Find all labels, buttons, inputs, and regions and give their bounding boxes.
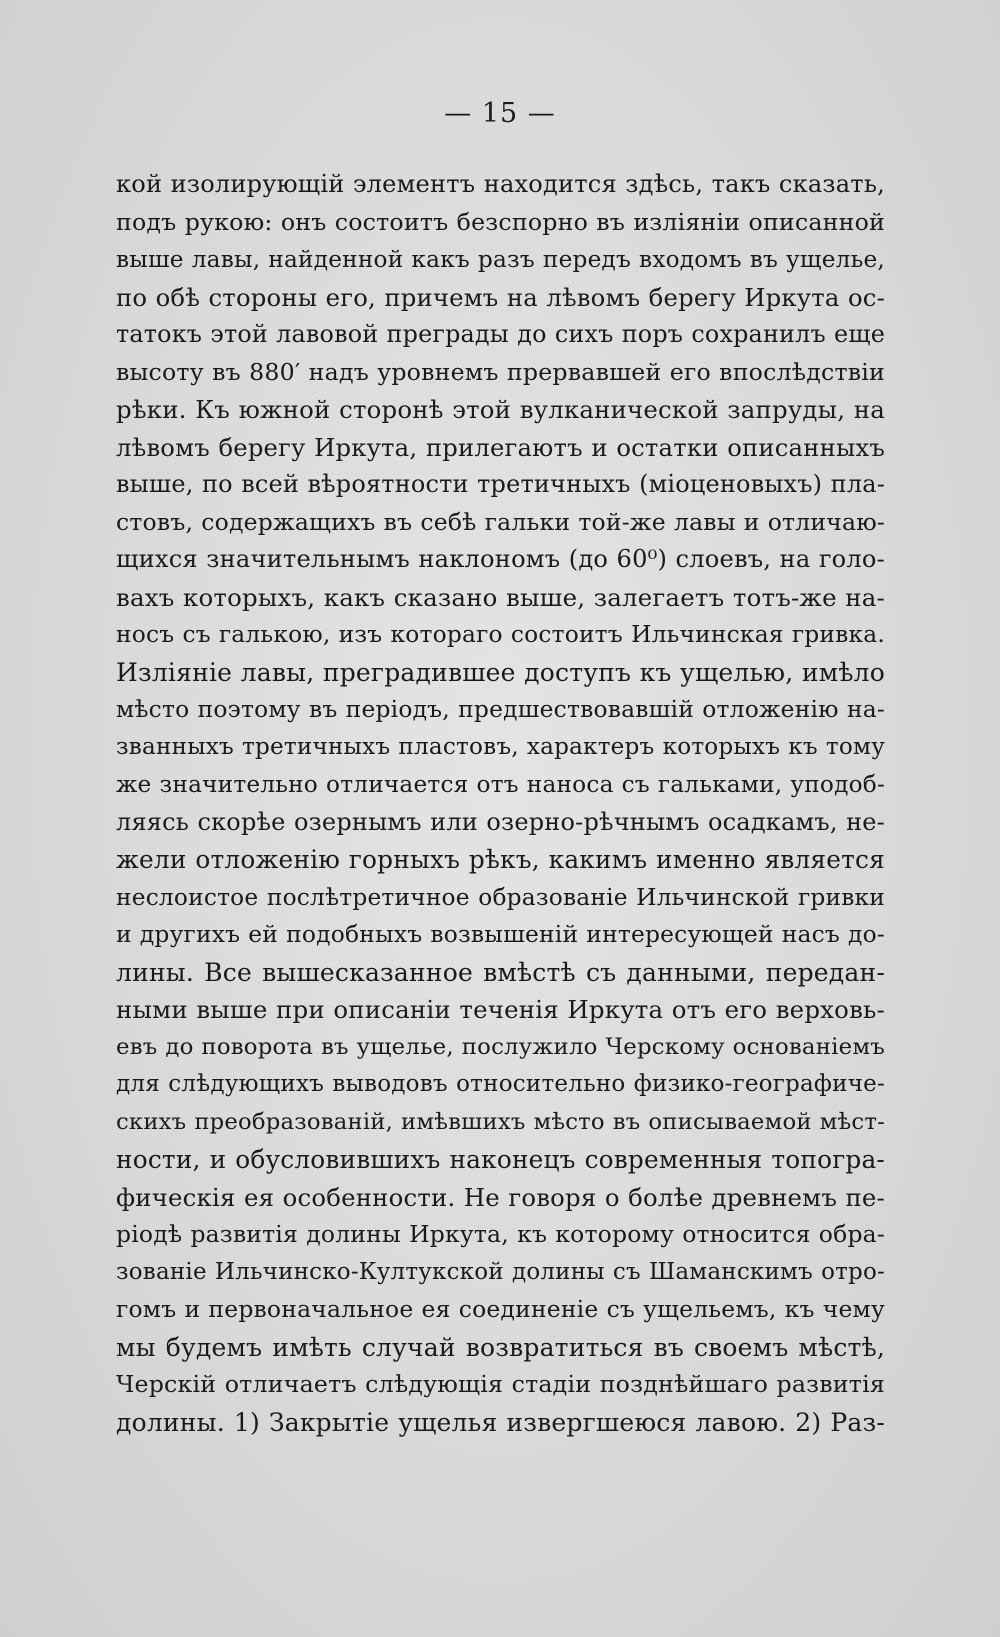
text-line: кой изолирующій элементъ находится здѣсь, такъ сказать, — [116, 170, 885, 198]
text-line: же значительно отличается отъ наноса съ гальками, уподоб- — [116, 771, 885, 798]
text-line: скихъ преобразованій, имѣвшихъ мѣсто въ описываемой мѣст- — [116, 1108, 885, 1135]
text-line: долины. 1) Закрытіе ущелья извергшеюся лавою. 2) Раз- — [116, 1407, 885, 1437]
text-line: гомъ и первоначальное ея соединеніе съ ущельемъ, къ чему — [116, 1295, 885, 1323]
text-line: жели отложенію горныхъ рѣкъ, какимъ именно является — [116, 845, 885, 874]
text-line: Изліяніе лавы, преградившее доступъ къ ущелью, имѣло — [116, 657, 885, 687]
text-line: высоту въ 880′ надъ уровнемъ прервавшей его впослѣдствіи — [116, 357, 885, 386]
text-line: ляясь скорѣе озернымъ или озерно-рѣчнымъ осадкамъ, не- — [116, 807, 885, 836]
text-line: лины. Все вышесказанное вмѣстѣ съ данными, передан- — [116, 957, 885, 987]
text-line: выше, по всей вѣроятности третичныхъ (міоценовыхъ) пла- — [116, 470, 885, 498]
text-line: рѣки. Къ южной сторонѣ этой вулканической запруды, на — [116, 395, 885, 424]
page-number: — 15 — — [444, 98, 556, 129]
text-line: выше лавы, найденной какъ разъ передъ входомъ въ ущелье, — [116, 246, 885, 273]
text-line: носъ съ галькою, изъ котораго состоитъ Ильчинская гривка. — [116, 620, 885, 648]
body-text — [116, 166, 885, 1441]
text-line: щихся значительнымъ наклономъ (до 60⁰) слоевъ, на голо- — [116, 545, 885, 573]
text-line: вахъ которыхъ, какъ сказано выше, залегаетъ тотъ-же на- — [116, 582, 885, 612]
text-line: по обѣ стороны его, причемъ на лѣвомъ берегу Иркута ос- — [116, 282, 885, 312]
text-line: лѣвомъ берегу Иркута, прилегаютъ и остатки описанныхъ — [116, 432, 885, 462]
text-line: ности, и обусловившихъ наконецъ современныя топогра- — [116, 1145, 885, 1174]
text-line: евъ до поворота въ ущелье, послужило Черскому основаніемъ — [116, 1033, 885, 1060]
text-line: мы будемъ имѣть случай возвратиться въ своемъ мѣстѣ, — [116, 1332, 885, 1362]
text-line: ными выше при описаніи теченія Иркута отъ его верховь- — [116, 995, 885, 1024]
text-line: мѣсто поэтому въ періодъ, предшествовавшій отложенію на- — [116, 695, 885, 723]
text-line: Черскій отличаетъ слѣдующія стадіи позднѣйшаго развитія — [116, 1370, 885, 1398]
text-line: фическія ея особенности. Не говоря о болѣе древнемъ пе- — [116, 1182, 885, 1212]
text-line: татокъ этой лавовой преграды до сихъ поръ сохранилъ еще — [116, 320, 885, 348]
text-line: и другихъ ей подобныхъ возвышеній интересующей насъ до- — [116, 920, 885, 948]
text-line: званныхъ третичныхъ пластовъ, характеръ которыхъ къ тому — [116, 733, 885, 760]
text-line: ріодѣ развитія долины Иркута, къ которому относится обра- — [116, 1220, 885, 1248]
text-line: зованіе Ильчинско-Култукской долины съ Шаманскимъ отро- — [116, 1258, 885, 1285]
text-line: стовъ, содержащихъ въ себѣ гальки той-же лавы и отличаю- — [116, 507, 885, 536]
text-line: неслоистое послѣтретичное образованіе Ильчинской гривки — [116, 883, 885, 911]
text-line: подъ рукою: онъ состоитъ безспорно въ изліяніи описанной — [116, 207, 885, 236]
text-line: для слѣдующихъ выводовъ относительно физико-географиче- — [116, 1071, 885, 1097]
